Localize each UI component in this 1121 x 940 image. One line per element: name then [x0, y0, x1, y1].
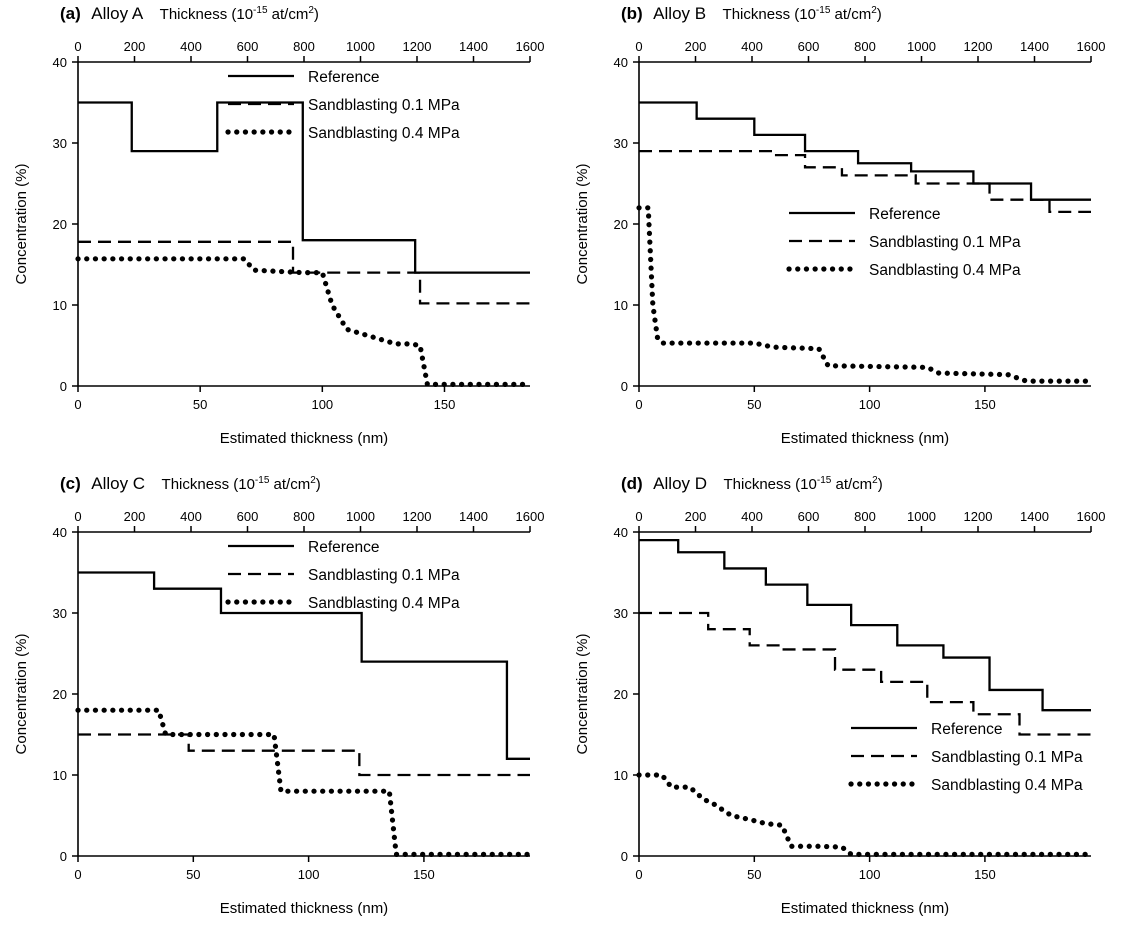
svg-text:1600: 1600: [515, 39, 545, 54]
svg-text:20: 20: [52, 217, 67, 232]
svg-text:150: 150: [433, 397, 456, 412]
svg-text:20: 20: [52, 687, 67, 702]
svg-text:400: 400: [741, 39, 763, 54]
svg-text:10: 10: [52, 298, 67, 313]
panel-d-top-axis-label: Thickness ($10^{-15}$ $at/cm^2$): [723, 475, 883, 493]
svg-text:1600: 1600: [1076, 39, 1106, 54]
svg-text:200: 200: [123, 509, 146, 524]
plot-d: [561, 470, 1121, 940]
svg-text:10: 10: [613, 298, 628, 313]
svg-text:1200: 1200: [963, 39, 993, 54]
svg-text:600: 600: [236, 509, 259, 524]
svg-text:800: 800: [293, 509, 315, 524]
svg-text:200: 200: [123, 39, 146, 54]
svg-text:10: 10: [52, 768, 67, 783]
plot-d-svg: [561, 470, 1121, 940]
plot-a-svg: [0, 0, 560, 470]
panel-d-title: Alloy D: [653, 474, 708, 493]
plot-c-svg: [0, 470, 560, 940]
svg-text:800: 800: [854, 509, 876, 524]
panel-c-top-axis-label: Thickness ($10^{-15}$ $at/cm^2$): [161, 475, 321, 493]
panel-a-top-axis-label: Thickness ($10^{-15}$ $at/cm^2$): [159, 5, 319, 23]
svg-text:150: 150: [413, 867, 435, 882]
panel-b-top-axis-label: Thickness ($10^{-15}$ $at/cm^2$): [722, 5, 882, 23]
svg-text:100: 100: [858, 867, 881, 882]
svg-text:Concentration (%): Concentration (%): [574, 163, 591, 285]
svg-text:600: 600: [797, 39, 820, 54]
svg-text:1400: 1400: [459, 39, 488, 54]
panel-alloy-b: [561, 0, 1121, 470]
svg-text:30: 30: [613, 606, 628, 621]
svg-text:1400: 1400: [1020, 39, 1049, 54]
svg-text:Sandblasting 0.1 MPa: Sandblasting 0.1 MPa: [308, 567, 460, 584]
svg-text:Sandblasting 0.4 MPa: Sandblasting 0.4 MPa: [308, 595, 460, 612]
svg-text:Sandblasting 0.1 MPa: Sandblasting 0.1 MPa: [308, 97, 460, 114]
svg-text:20: 20: [613, 217, 628, 232]
svg-text:30: 30: [613, 136, 628, 151]
svg-text:50: 50: [186, 867, 201, 882]
svg-text:Concentration (%): Concentration (%): [13, 633, 30, 755]
panel-a-title: Alloy A: [91, 4, 144, 23]
svg-text:Reference: Reference: [869, 206, 941, 223]
svg-text:50: 50: [747, 397, 762, 412]
svg-text:0: 0: [59, 849, 67, 864]
svg-text:10: 10: [613, 768, 628, 783]
svg-text:30: 30: [52, 606, 67, 621]
panel-alloy-c: [0, 470, 560, 940]
svg-text:40: 40: [613, 525, 628, 540]
svg-text:Estimated thickness (nm): Estimated thickness (nm): [780, 900, 950, 917]
panel-c-title: Alloy C: [91, 474, 146, 493]
plot-c: [0, 470, 560, 940]
svg-text:Estimated thickness (nm): Estimated thickness (nm): [219, 430, 389, 447]
svg-text:Concentration (%): Concentration (%): [574, 633, 591, 755]
panel-b-letter: (b): [621, 4, 643, 23]
svg-text:Sandblasting 0.1 MPa: Sandblasting 0.1 MPa: [931, 749, 1083, 766]
svg-text:1600: 1600: [1076, 509, 1106, 524]
svg-text:100: 100: [858, 397, 881, 412]
svg-text:Sandblasting 0.1 MPa: Sandblasting 0.1 MPa: [869, 234, 1021, 251]
svg-text:Concentration (%): Concentration (%): [13, 163, 30, 285]
svg-text:40: 40: [52, 55, 67, 70]
svg-text:600: 600: [236, 39, 259, 54]
svg-text:100: 100: [297, 867, 320, 882]
svg-text:0: 0: [74, 867, 82, 882]
svg-text:1200: 1200: [402, 509, 432, 524]
svg-text:100: 100: [311, 397, 334, 412]
plot-b-svg: [561, 0, 1121, 470]
svg-text:400: 400: [180, 39, 202, 54]
svg-text:20: 20: [613, 687, 628, 702]
svg-text:150: 150: [974, 867, 996, 882]
svg-text:1400: 1400: [459, 509, 488, 524]
svg-text:50: 50: [192, 397, 208, 412]
svg-text:0: 0: [59, 379, 67, 394]
svg-text:1000: 1000: [346, 509, 375, 524]
svg-text:800: 800: [854, 39, 876, 54]
svg-text:30: 30: [52, 136, 67, 151]
panel-b-title: Alloy B: [653, 4, 707, 23]
svg-text:0: 0: [74, 39, 82, 54]
panel-a-letter: (a): [60, 4, 81, 23]
svg-text:40: 40: [613, 55, 628, 70]
svg-text:0: 0: [635, 867, 643, 882]
svg-text:1200: 1200: [402, 39, 432, 54]
svg-text:150: 150: [974, 397, 996, 412]
svg-text:50: 50: [747, 867, 762, 882]
svg-text:Sandblasting 0.4 MPa: Sandblasting 0.4 MPa: [931, 777, 1083, 794]
svg-text:400: 400: [180, 509, 202, 524]
svg-text:0: 0: [620, 379, 628, 394]
svg-text:1000: 1000: [907, 39, 936, 54]
plot-b: [561, 0, 1121, 470]
svg-text:40: 40: [52, 525, 67, 540]
svg-text:200: 200: [684, 509, 707, 524]
svg-text:1000: 1000: [346, 39, 375, 54]
svg-text:0: 0: [74, 397, 82, 412]
svg-text:600: 600: [797, 509, 820, 524]
svg-text:Reference: Reference: [931, 721, 1003, 738]
svg-text:0: 0: [74, 509, 82, 524]
svg-text:1200: 1200: [963, 509, 993, 524]
svg-text:Reference: Reference: [308, 69, 380, 86]
svg-text:1000: 1000: [907, 509, 936, 524]
svg-text:0: 0: [635, 509, 643, 524]
svg-text:1600: 1600: [515, 509, 545, 524]
svg-text:Sandblasting 0.4 MPa: Sandblasting 0.4 MPa: [308, 125, 460, 142]
panel-alloy-d: [561, 470, 1121, 940]
svg-text:Estimated thickness (nm): Estimated thickness (nm): [219, 900, 389, 917]
svg-text:1400: 1400: [1020, 509, 1049, 524]
svg-text:0: 0: [635, 397, 643, 412]
plot-a: [0, 0, 560, 470]
svg-text:Sandblasting 0.4 MPa: Sandblasting 0.4 MPa: [869, 262, 1021, 279]
svg-text:Reference: Reference: [308, 539, 380, 556]
panel-d-letter: (d): [621, 474, 643, 493]
panel-alloy-a: [0, 0, 560, 470]
svg-text:800: 800: [293, 39, 315, 54]
svg-text:400: 400: [741, 509, 763, 524]
svg-text:0: 0: [635, 39, 643, 54]
svg-text:200: 200: [684, 39, 707, 54]
svg-text:0: 0: [620, 849, 628, 864]
svg-text:Estimated thickness (nm): Estimated thickness (nm): [780, 430, 950, 447]
panel-c-letter: (c): [60, 474, 81, 493]
